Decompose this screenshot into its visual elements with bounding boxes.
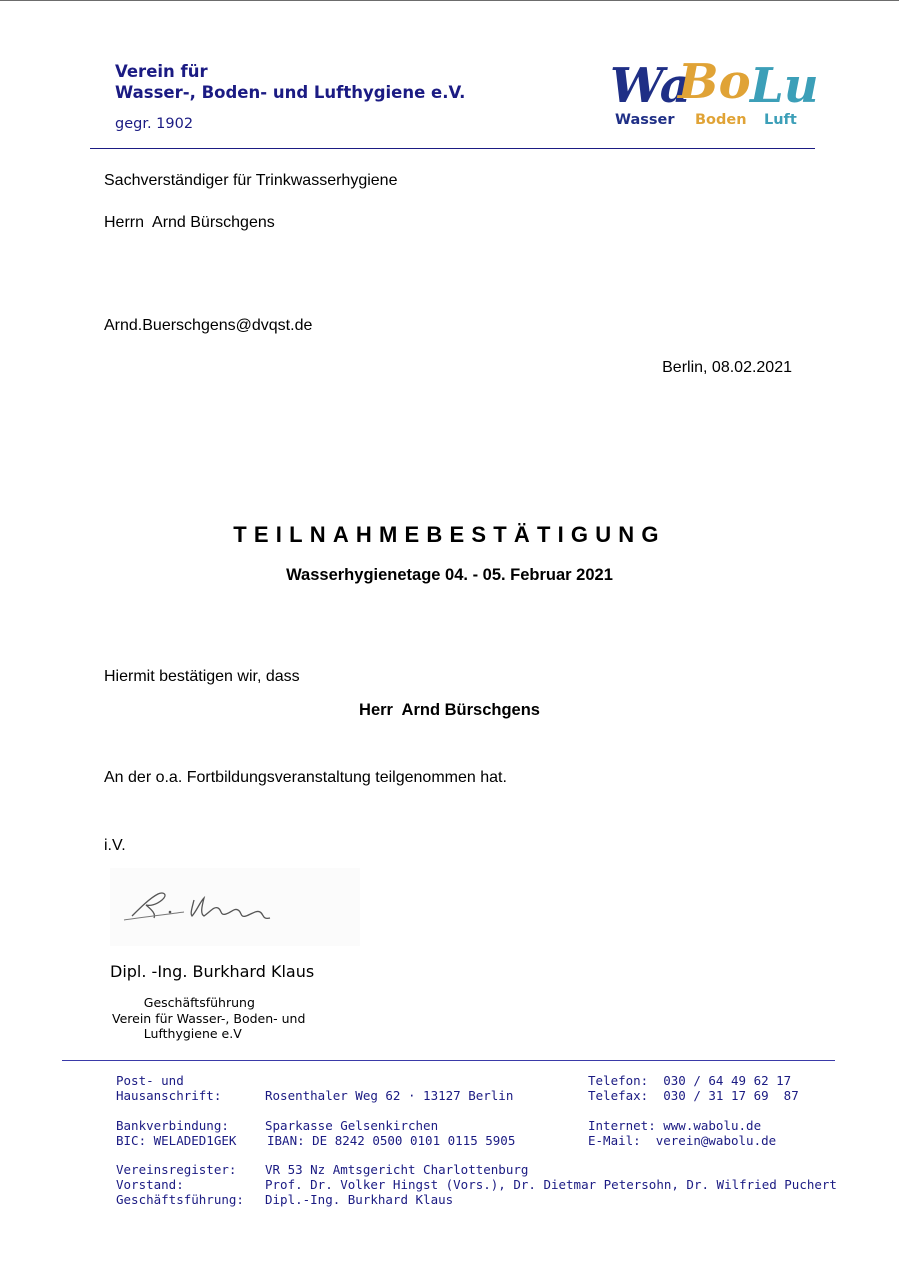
participant-name: Herr Arnd Bürschgens: [359, 701, 540, 719]
recipient-title: Sachverständiger für Trinkwasserhygiene: [104, 172, 398, 189]
footer-internet: Internet: www.wabolu.de: [588, 1118, 762, 1133]
logo-sub-wasser: Wasser: [615, 112, 675, 128]
document-title: TEILNAHMEBESTÄTIGUNG: [233, 522, 666, 547]
logo-lu: Lu: [750, 58, 819, 114]
logo-bo: Bo: [678, 54, 751, 110]
founded-year: gegr. 1902: [115, 116, 194, 132]
recipient-salutation: Herrn Arnd Bürschgens: [104, 214, 275, 231]
footer-rule: [62, 1060, 835, 1061]
footer-fax: Telefax: 030 / 31 17 69 87: [588, 1088, 799, 1103]
page-top-border: [0, 0, 899, 1]
participation-statement: An der o.a. Fortbildungsveranstaltung teilgenommen hat.: [104, 769, 507, 786]
footer-address-label-1: Post- und: [116, 1073, 184, 1088]
org-name-line2: Wasser-, Boden- und Lufthygiene e.V.: [115, 83, 466, 102]
date-line: Berlin, 08.02.2021: [662, 359, 792, 376]
footer-address-value: Rosenthaler Weg 62 · 13127 Berlin: [265, 1088, 514, 1103]
footer-iban: IBAN: DE 8242 0500 0101 0115 5905: [267, 1133, 516, 1148]
header-rule: [90, 148, 815, 149]
footer-bic: BIC: WELADED1GEK: [116, 1133, 237, 1148]
footer-register-value: VR 53 Nz Amtsgericht Charlottenburg: [265, 1162, 529, 1177]
iv-label: i.V.: [104, 837, 126, 854]
handwritten-signature: [110, 868, 360, 946]
footer-bank-value: Sparkasse Gelsenkirchen: [265, 1118, 439, 1133]
wabolu-logo: [606, 40, 821, 135]
footer-management-label: Geschäftsführung:: [116, 1192, 244, 1207]
footer-register-label: Vereinsregister:: [116, 1162, 237, 1177]
footer-board-value: Prof. Dr. Volker Hingst (Vors.), Dr. Dietmar Petersohn, Dr. Wilfried Puchert: [265, 1177, 837, 1192]
signer-name: Dipl. -Ing. Burkhard Klaus: [110, 962, 315, 981]
logo-sub-luft: Luft: [764, 112, 797, 128]
intro-text: Hiermit bestätigen wir, dass: [104, 668, 300, 685]
footer-email: E-Mail: verein@wabolu.de: [588, 1133, 777, 1148]
signer-role: Geschäftsführung Verein für Wasser-, Boden- und Lufthygiene e.V: [112, 995, 306, 1041]
logo-wa: Wa: [610, 58, 691, 114]
footer-management-value: Dipl.-Ing. Burkhard Klaus: [265, 1192, 454, 1207]
footer-board-label: Vorstand:: [116, 1177, 184, 1192]
footer-address-label-2: Hausanschrift:: [116, 1088, 222, 1103]
document-subtitle: Wasserhygienetage 04. - 05. Februar 2021: [286, 566, 613, 584]
footer-bank-label: Bankverbindung:: [116, 1118, 229, 1133]
recipient-email: Arnd.Buerschgens@dvqst.de: [104, 317, 313, 334]
org-name-line1: Verein für: [115, 62, 208, 81]
logo-sub-boden: Boden: [695, 112, 747, 128]
footer-phone: Telefon: 030 / 64 49 62 17: [588, 1073, 792, 1088]
